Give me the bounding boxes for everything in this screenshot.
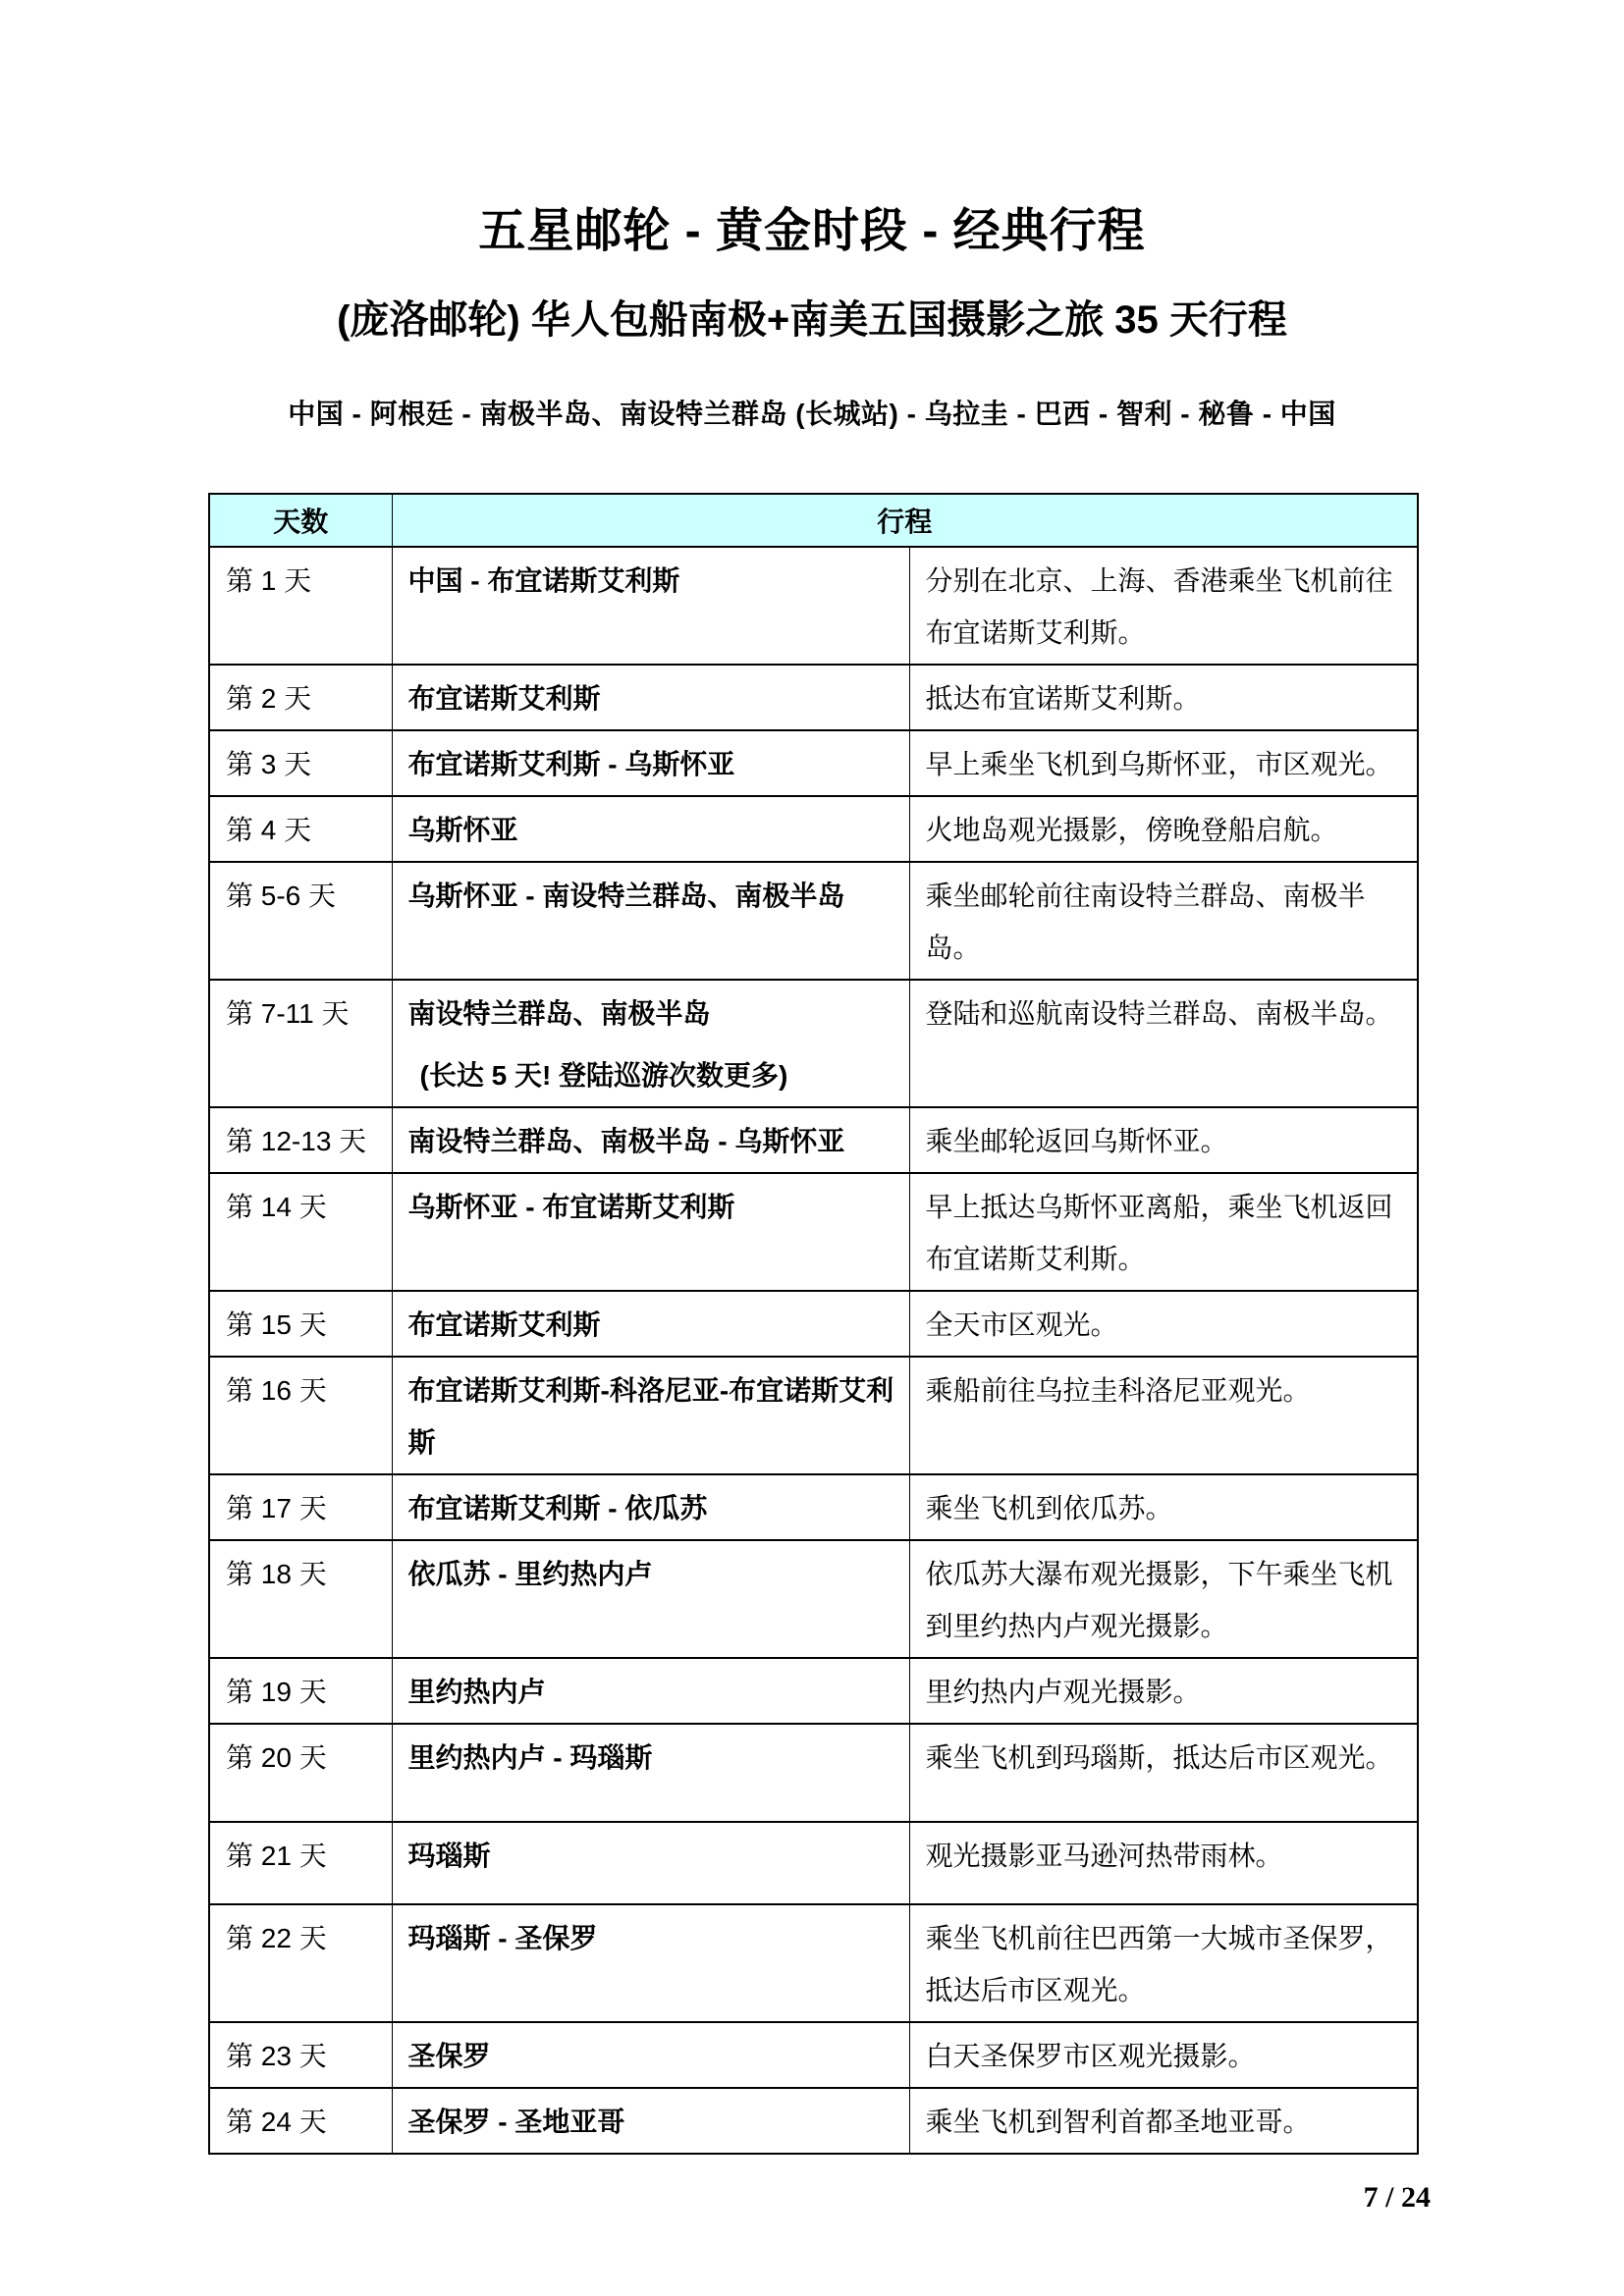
route-cell [392, 730, 909, 796]
itinerary-table [208, 493, 1419, 2155]
itinerary-row [209, 730, 1418, 796]
route-cell [392, 547, 909, 665]
desc-cell: 乘坐飞机到玛瑙斯，抵达后市区观光。 [909, 1724, 1418, 1822]
day-cell: 第 2 天 [209, 665, 392, 730]
day-cell: 第 3 天 [209, 730, 392, 796]
day-cell: 第 19 天 [209, 1658, 392, 1724]
day-cell: 第 20 天 [209, 1724, 392, 1822]
day-cell: 第 4 天 [209, 796, 392, 862]
day-cell: 第 12-13 天 [209, 1107, 392, 1173]
route-text: 乌斯怀亚 - 南设特兰群岛、南极半岛 [407, 881, 845, 911]
route-cell [392, 862, 909, 980]
route-cell [392, 1474, 909, 1540]
route-cell [392, 1904, 909, 2022]
desc-cell: 乘船前往乌拉圭科洛尼亚观光。 [909, 1357, 1418, 1474]
desc-cell: 抵达布宜诺斯艾利斯。 [909, 665, 1418, 730]
itinerary-row [209, 1474, 1418, 1540]
desc-cell: 乘坐飞机到依瓜苏。 [909, 1474, 1418, 1540]
desc-cell: 登陆和巡航南设特兰群岛、南极半岛。 [909, 980, 1418, 1107]
route-text: 布宜诺斯艾利斯 [407, 683, 601, 714]
itinerary-row [209, 1658, 1418, 1724]
desc-cell: 分别在北京、上海、香港乘坐飞机前往布宜诺斯艾利斯。 [909, 547, 1418, 665]
desc-cell: 乘坐飞机前往巴西第一大城市圣保罗，抵达后市区观光。 [909, 1904, 1418, 2022]
day-cell: 第 24 天 [209, 2088, 392, 2154]
day-cell: 第 22 天 [209, 1904, 392, 2022]
desc-cell: 全天市区观光。 [909, 1291, 1418, 1357]
itinerary-row [209, 1107, 1418, 1173]
day-cell: 第 17 天 [209, 1474, 392, 1540]
day-cell: 第 16 天 [209, 1357, 392, 1474]
route-text: 南设特兰群岛、南极半岛 - 乌斯怀亚 [407, 1126, 845, 1156]
day-cell: 第 23 天 [209, 2022, 392, 2088]
route-text: 里约热内卢 - 玛瑙斯 [407, 1742, 653, 1773]
desc-cell: 乘坐邮轮返回乌斯怀亚。 [909, 1107, 1418, 1173]
route-text: 乌斯怀亚 - 布宜诺斯艾利斯 [407, 1192, 735, 1222]
header-itinerary: 行程 [392, 494, 1418, 547]
route-text: 布宜诺斯艾利斯 [407, 1309, 601, 1340]
itinerary-row [209, 1357, 1418, 1474]
itinerary-row [209, 547, 1418, 665]
route-cell [392, 1724, 909, 1822]
route-summary: 中国 - 阿根廷 - 南极半岛、南设特兰群岛 (长城站) - 乌拉圭 - 巴西 - 智利 - 秘鲁 - 中国 [288, 399, 1336, 429]
route-note: (长达 5 天! 登陆巡游次数更多) [419, 1060, 788, 1091]
route-cell [392, 1173, 909, 1291]
day-cell: 第 1 天 [209, 547, 392, 665]
desc-cell: 早上乘坐飞机到乌斯怀亚，市区观光。 [909, 730, 1418, 796]
day-cell: 第 21 天 [209, 1822, 392, 1904]
day-cell: 第 7-11 天 [209, 980, 392, 1107]
desc-cell: 火地岛观光摄影，傍晚登船启航。 [909, 796, 1418, 862]
itinerary-row [209, 1904, 1418, 2022]
doc-title: 五星邮轮 - 黄金时段 - 经典行程 [478, 205, 1146, 257]
route-cell [392, 1658, 909, 1724]
route-text: 依瓜苏 - 里约热内卢 [407, 1559, 653, 1589]
route-cell [392, 1822, 909, 1904]
day-cell: 第 15 天 [209, 1291, 392, 1357]
itinerary-row [209, 2088, 1418, 2154]
itinerary-table-body [209, 547, 1418, 2154]
itinerary-row [209, 796, 1418, 862]
route-text: 圣保罗 [407, 2041, 491, 2071]
day-cell: 第 14 天 [209, 1173, 392, 1291]
route-text: 中国 - 布宜诺斯艾利斯 [407, 565, 680, 596]
itinerary-row [209, 1291, 1418, 1357]
desc-cell: 乘坐邮轮前往南设特兰群岛、南极半岛。 [909, 862, 1418, 980]
itinerary-row [209, 980, 1418, 1107]
day-cell: 第 5-6 天 [209, 862, 392, 980]
route-cell [392, 1540, 909, 1658]
desc-cell: 乘坐飞机到智利首都圣地亚哥。 [909, 2088, 1418, 2154]
itinerary-row [209, 1540, 1418, 1658]
desc-cell: 早上抵达乌斯怀亚离船，乘坐飞机返回布宜诺斯艾利斯。 [909, 1173, 1418, 1291]
doc-subtitle: (庞洛邮轮) 华人包船南极+南美五国摄影之旅 35 天行程 [337, 298, 1287, 342]
route-text: 玛瑙斯 [407, 1841, 491, 1871]
route-text: 玛瑙斯 - 圣保罗 [407, 1923, 598, 1953]
route-text: 布宜诺斯艾利斯 - 依瓜苏 [407, 1493, 708, 1523]
itinerary-row [209, 1822, 1418, 1904]
route-text: 布宜诺斯艾利斯 - 乌斯怀亚 [407, 749, 735, 779]
route-text: 圣保罗 - 圣地亚哥 [407, 2107, 625, 2137]
header-day: 天数 [209, 494, 392, 547]
day-cell: 第 18 天 [209, 1540, 392, 1658]
desc-cell: 依瓜苏大瀑布观光摄影，下午乘坐飞机到里约热内卢观光摄影。 [909, 1540, 1418, 1658]
route-text: 布宜诺斯艾利斯-科洛尼亚-布宜诺斯艾利斯 [407, 1375, 894, 1458]
route-text: 里约热内卢 [407, 1677, 546, 1707]
route-cell [392, 1291, 909, 1357]
route-cell [392, 1107, 909, 1173]
itinerary-row [209, 1173, 1418, 1291]
route-cell [392, 980, 909, 1107]
itinerary-row [209, 862, 1418, 980]
route-text: 乌斯怀亚 [407, 815, 518, 845]
table-header-row [209, 494, 1418, 547]
desc-cell: 观光摄影亚马逊河热带雨林。 [909, 1822, 1418, 1904]
route-cell [392, 796, 909, 862]
desc-cell: 里约热内卢观光摄影。 [909, 1658, 1418, 1724]
itinerary-row [209, 665, 1418, 730]
desc-cell: 白天圣保罗市区观光摄影。 [909, 2022, 1418, 2088]
route-cell [392, 2022, 909, 2088]
route-text: 南设特兰群岛、南极半岛 [407, 998, 711, 1029]
route-cell [392, 665, 909, 730]
itinerary-row [209, 2022, 1418, 2088]
page-number: 7 / 24 [1363, 2181, 1431, 2214]
route-cell [392, 1357, 909, 1474]
route-cell [392, 2088, 909, 2154]
itinerary-row [209, 1724, 1418, 1822]
